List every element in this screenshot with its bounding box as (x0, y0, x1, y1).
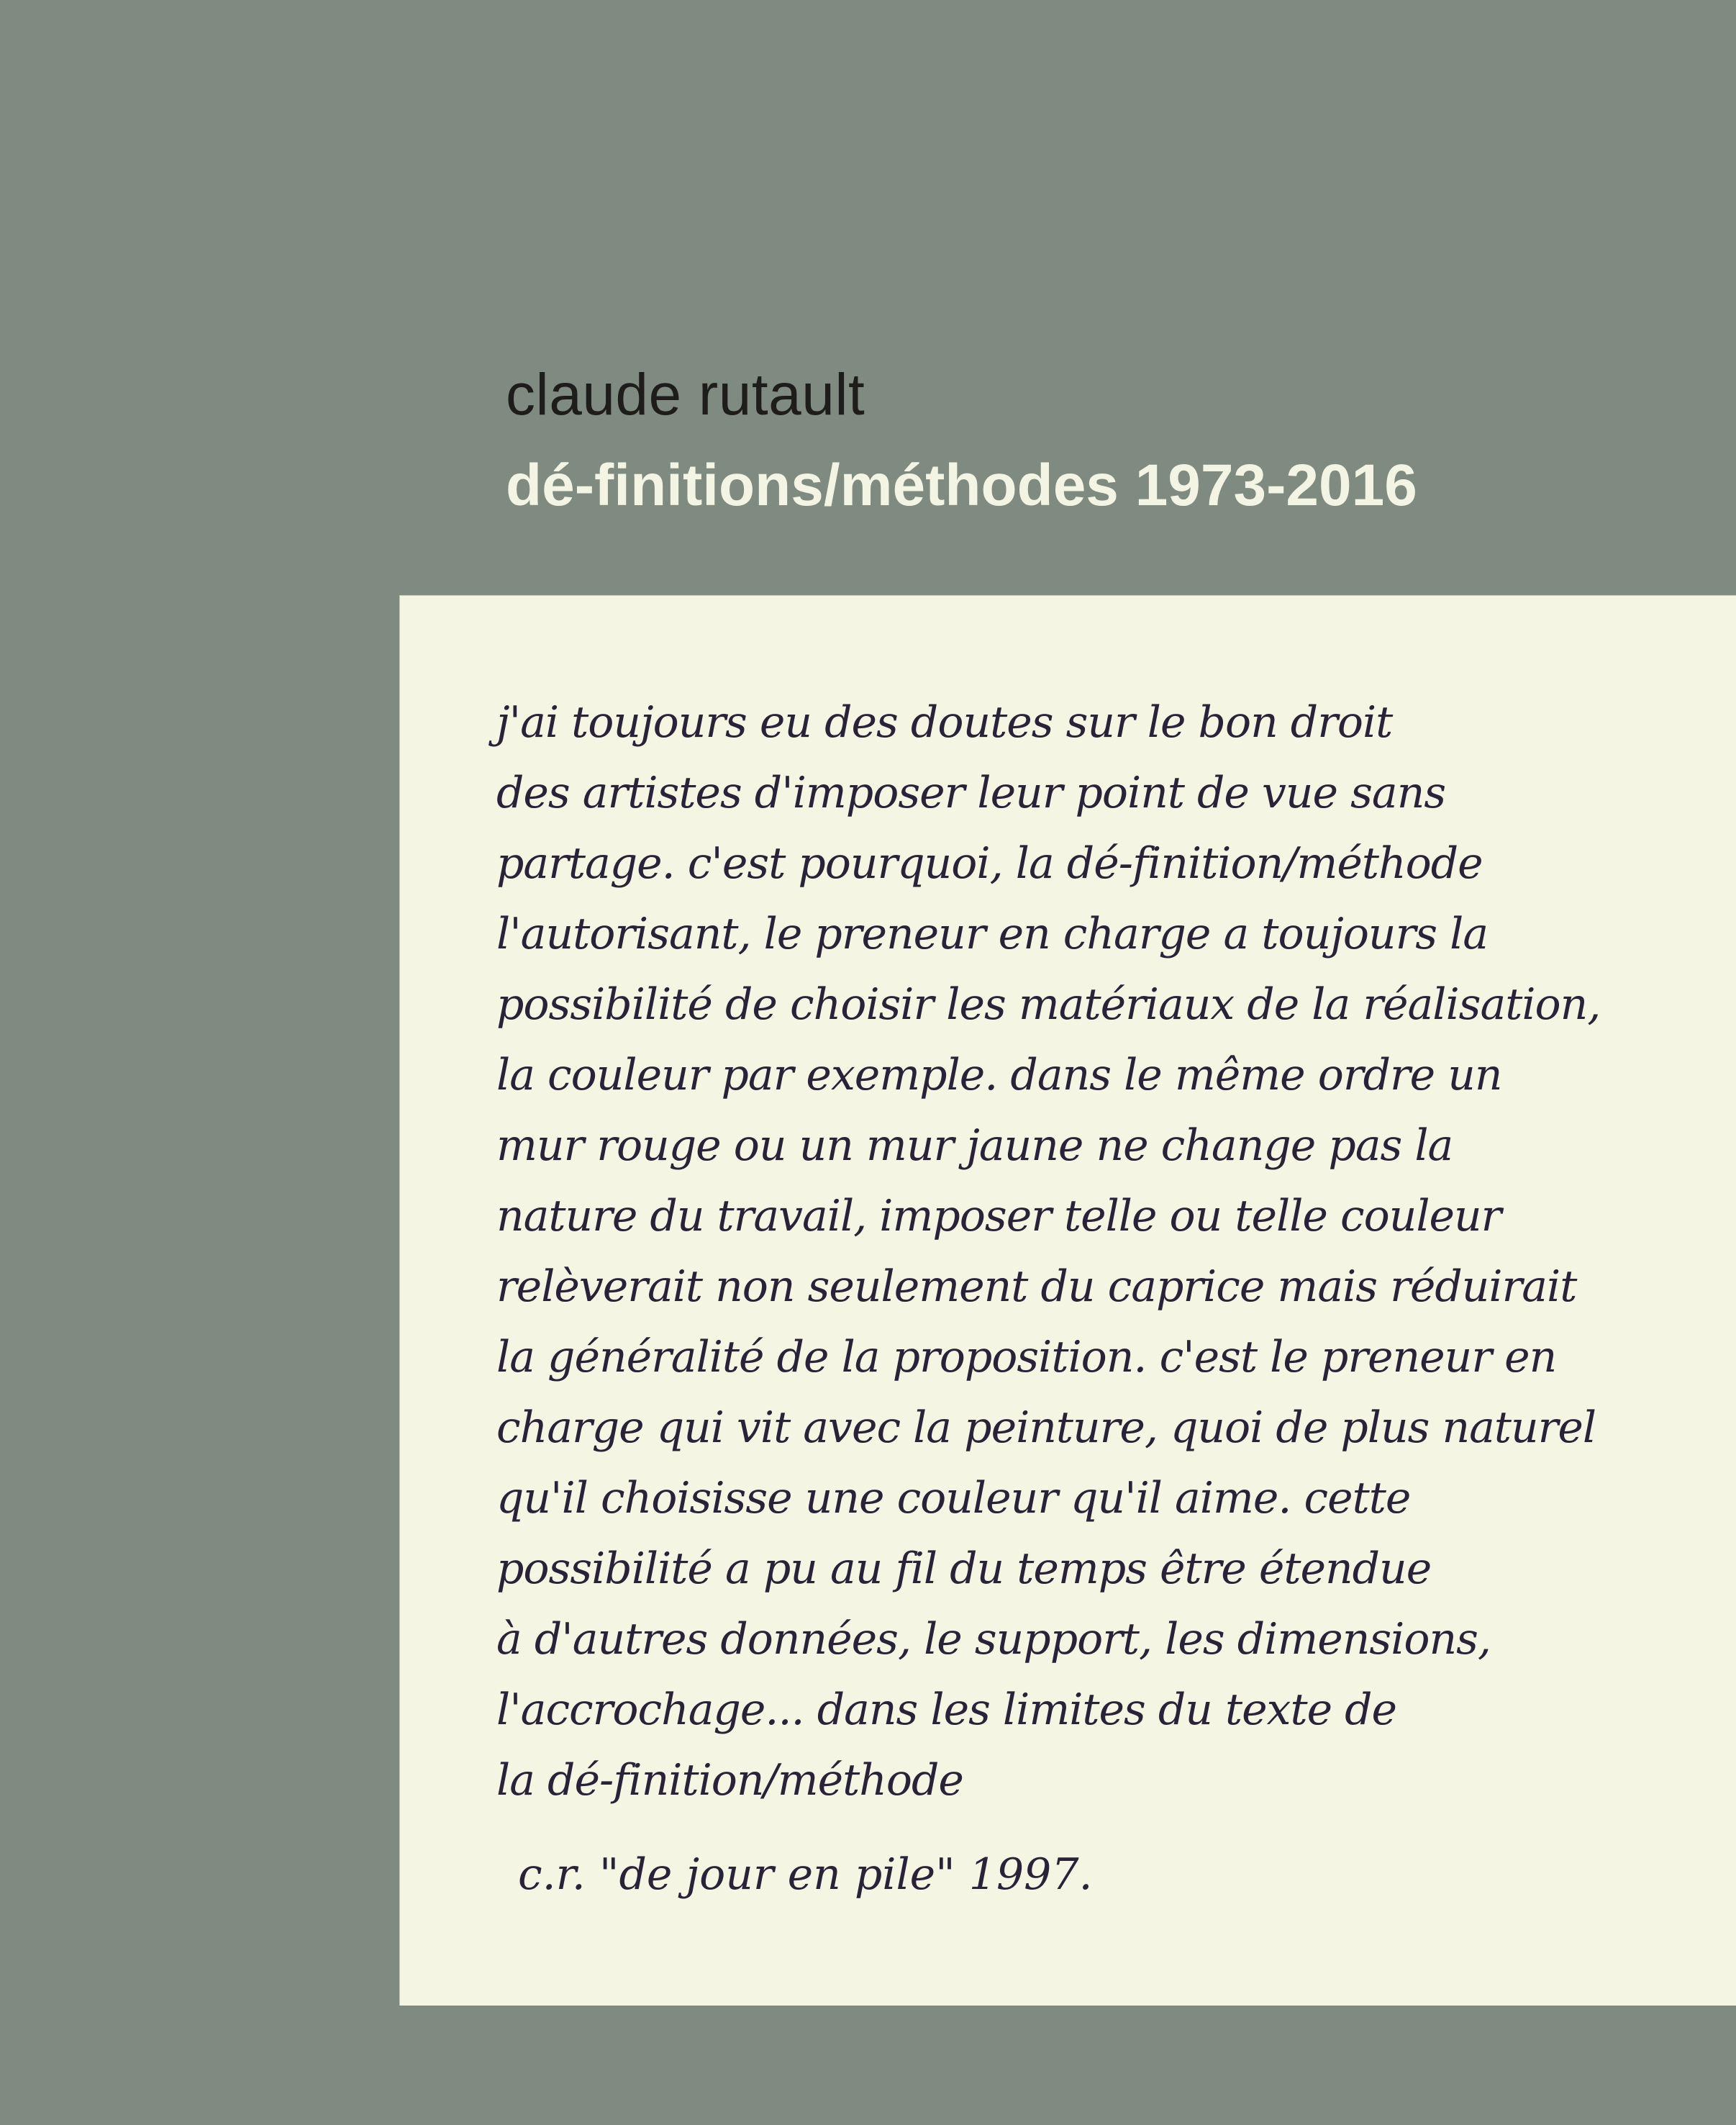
note-line: à d'autres données, le support, les dimensions, (496, 1614, 1491, 1664)
note-line: l'autorisant, le preneur en charge a toujours la (496, 909, 1489, 959)
note-line: l'accrochage... dans les limites du texte de (496, 1685, 1397, 1735)
note-line: qu'il choisisse une couleur qu'il aime. cette (496, 1473, 1411, 1523)
note-line: la généralité de la proposition. c'est le preneur en (496, 1332, 1557, 1382)
note-line: possibilité a pu au fil du temps être étendue (496, 1544, 1432, 1594)
handwritten-note (496, 687, 1669, 1816)
book-title: dé-finitions/méthodes 1973-2016 (506, 453, 1417, 518)
note-line: partage. c'est pourquoi, la dé-finition/méthode (496, 838, 1483, 889)
note-line: la couleur par exemple. dans le même ordre un (496, 1050, 1502, 1100)
note-line: charge qui vit avec la peinture, quoi de plus naturel (496, 1403, 1596, 1453)
note-line: j'ai toujours eu des doutes sur le bon droit (496, 697, 1393, 748)
note-line: possibilité de choisir les matériaux de la réalisation, (496, 979, 1601, 1030)
note-line: des artistes d'imposer leur point de vue sans (496, 768, 1446, 818)
note-line: nature du travail, imposer telle ou telle couleur (496, 1191, 1501, 1241)
signature: c.r. "de jour en pile" 1997. (518, 1849, 1093, 1900)
note-line: relèverait non seulement du caprice mais réduirait (496, 1261, 1577, 1312)
note-line: mur rouge ou un mur jaune ne change pas la (496, 1120, 1453, 1171)
note-line: la dé-finition/méthode (496, 1755, 963, 1805)
author-name: claude rutault (506, 362, 865, 427)
